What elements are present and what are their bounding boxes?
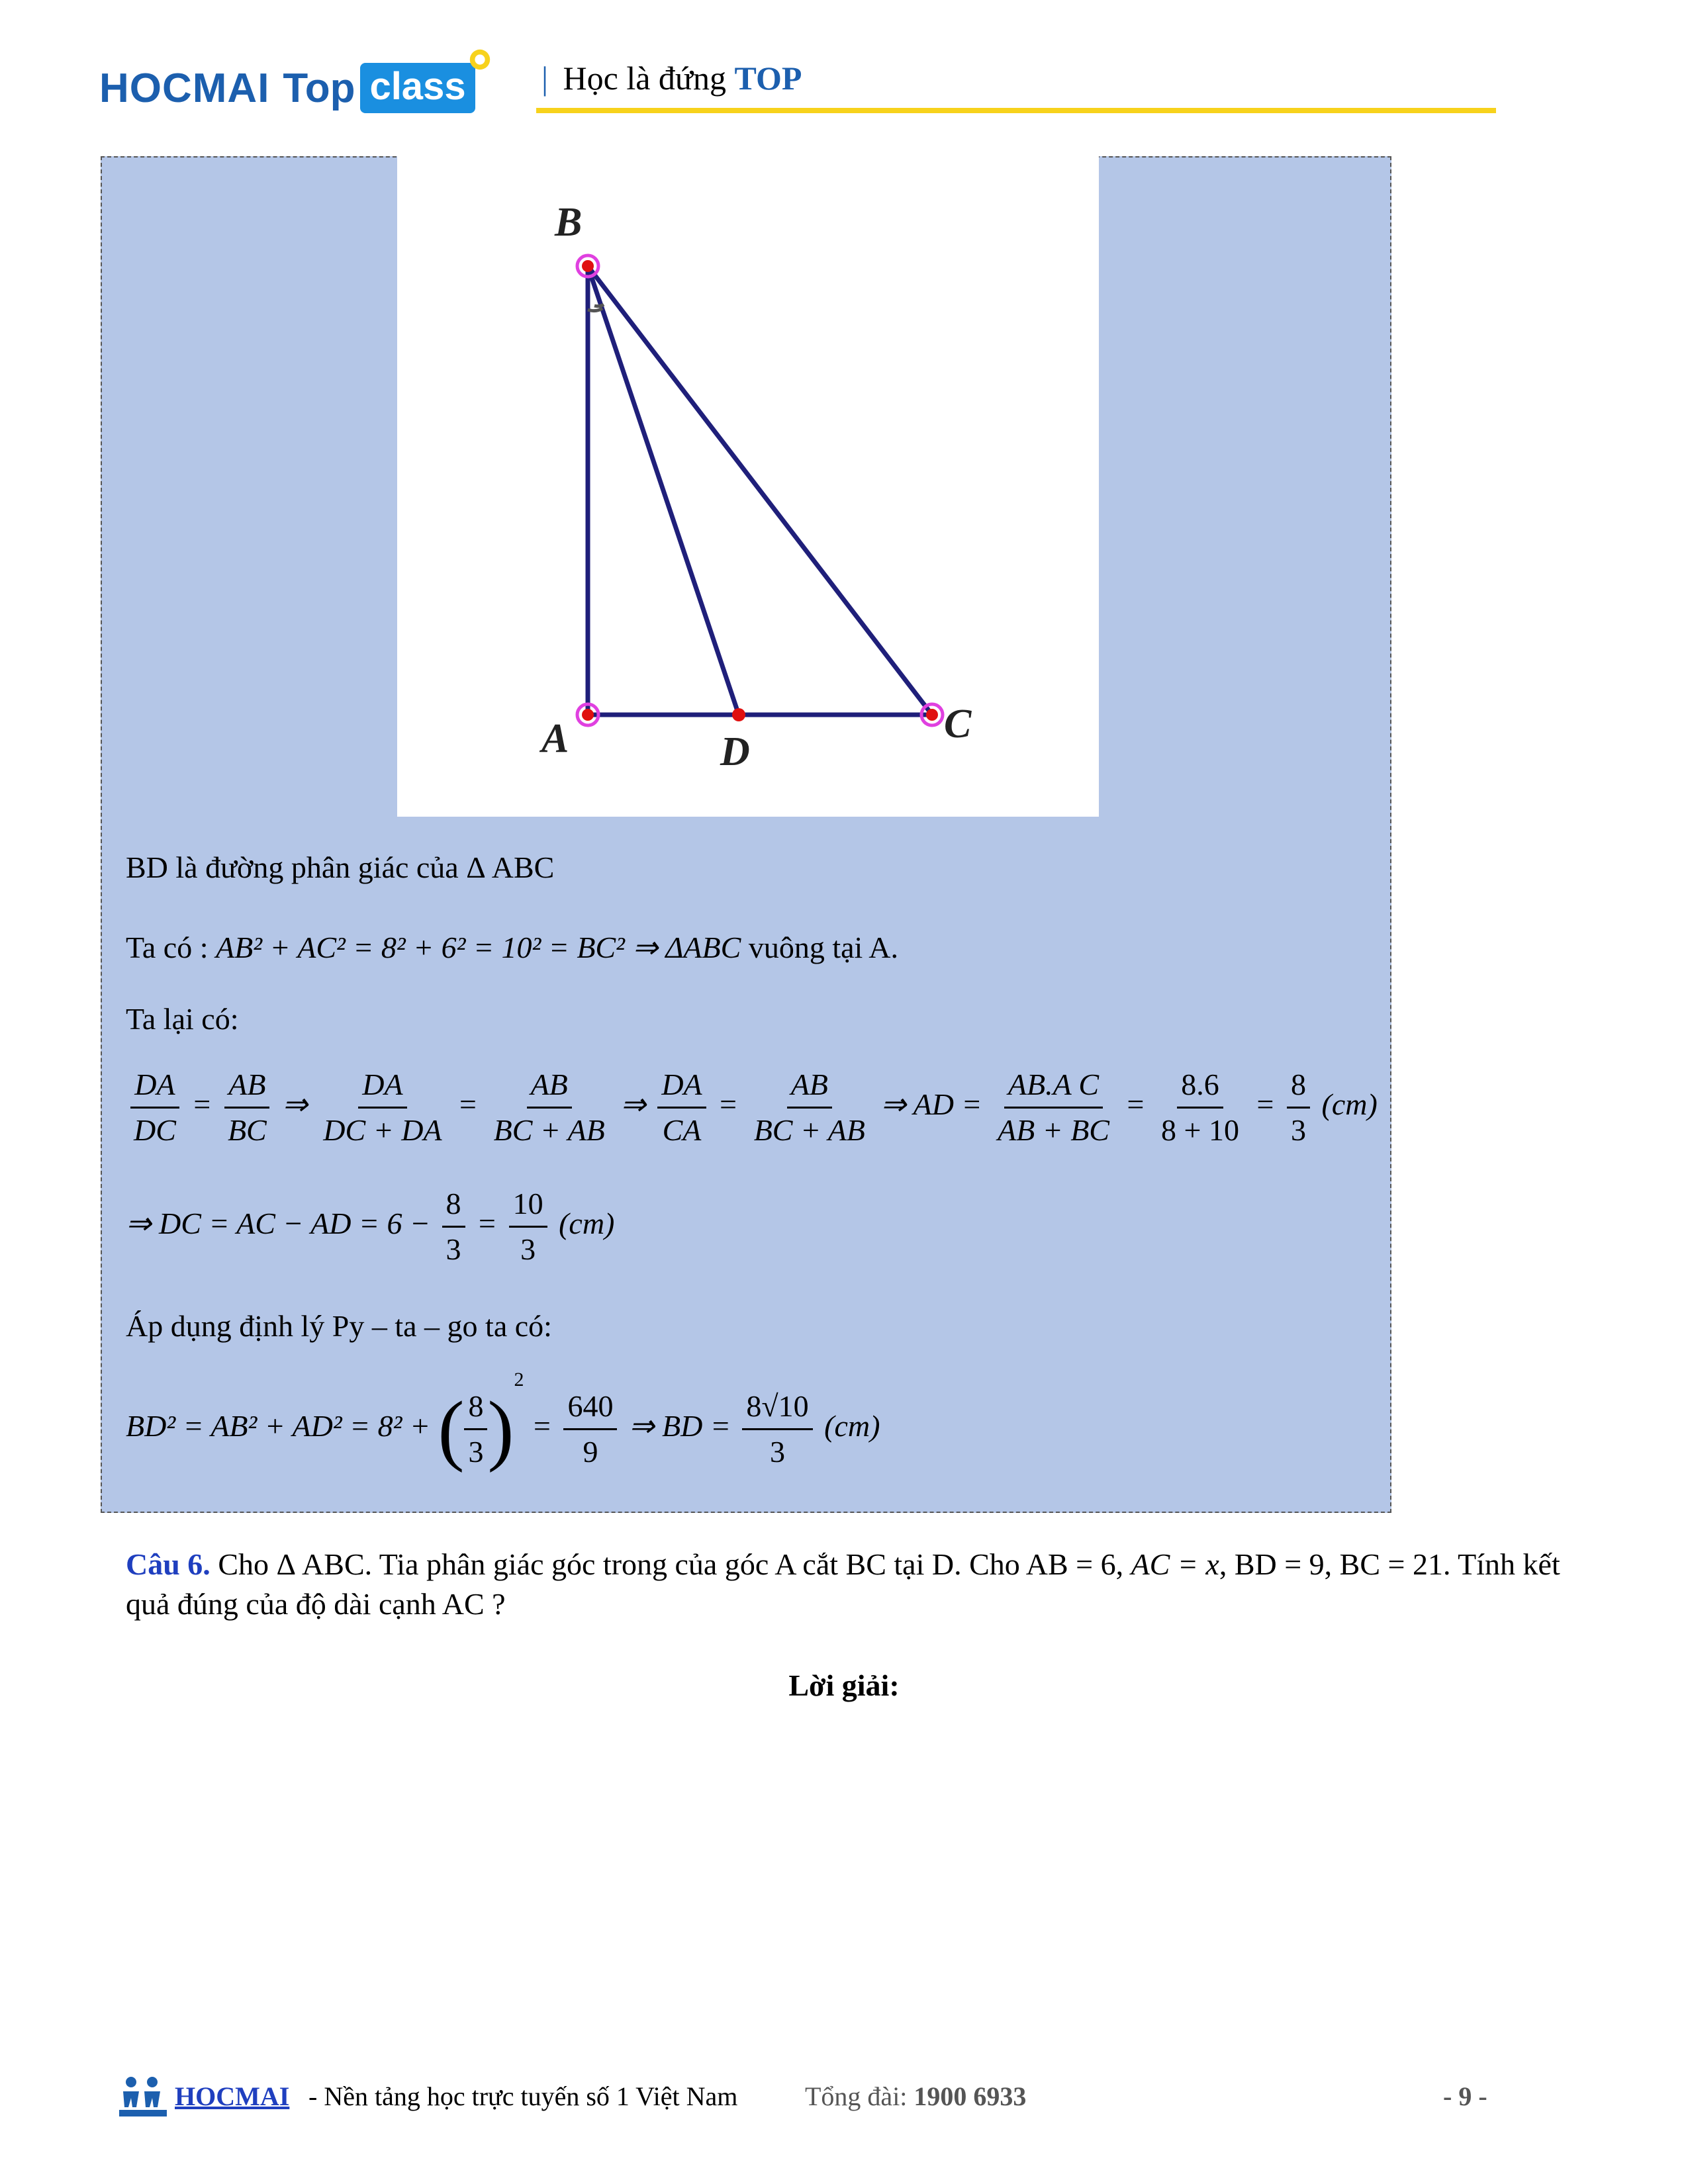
operator: = <box>191 1087 212 1122</box>
footer-brand-link[interactable]: HOCMAI <box>175 2081 290 2111</box>
logo-class-badge <box>360 63 475 113</box>
operator: = <box>1125 1087 1146 1122</box>
fraction <box>130 1067 180 1148</box>
angle-mark-1 <box>588 308 602 311</box>
question-6 <box>126 1545 1569 1624</box>
fraction-numerator: 8 <box>442 1186 465 1228</box>
fraction-numerator: 8 <box>464 1388 487 1430</box>
line2-suffix: vuông tại A. <box>748 931 898 964</box>
fraction-numerator: AB.A C <box>1004 1067 1103 1109</box>
logo-hocmai-text: HOCMAI <box>99 65 270 111</box>
eq2-prefix: ⇒ DC = AC − AD = 6 − <box>126 1206 431 1241</box>
triangle-figure <box>397 156 1099 817</box>
fraction <box>563 1388 617 1470</box>
line2-prefix: Ta có : <box>126 931 209 964</box>
slogan-separator: | <box>541 60 549 97</box>
fraction-denominator: 3 <box>468 1435 484 1469</box>
side-bc <box>588 266 932 715</box>
fraction <box>442 1186 465 1267</box>
fraction-denominator: 9 <box>583 1435 598 1469</box>
solution-line-bisector: BD là đường phân giác của Δ ABC <box>126 850 555 884</box>
fraction-denominator: 3 <box>770 1435 786 1469</box>
triangle-diagram <box>397 156 1099 817</box>
header-slogan <box>541 58 802 98</box>
fraction-numerator: DA <box>358 1067 406 1109</box>
fraction-denominator: BC + AB <box>753 1113 865 1147</box>
operator: ⇒ <box>282 1087 308 1122</box>
slogan-text: Học là đứng <box>563 60 726 97</box>
fraction-numerator: 8 <box>1287 1067 1310 1109</box>
fraction <box>742 1388 812 1470</box>
fraction-numerator: AB <box>224 1067 269 1109</box>
fraction-denominator: 3 <box>1291 1113 1307 1147</box>
hocmai-logo-icon <box>117 2074 169 2118</box>
fraction-numerator: AB <box>527 1067 572 1109</box>
unit-cm: (cm) <box>1321 1087 1378 1122</box>
logo-class-text: class <box>369 65 466 108</box>
fraction-numerator: 8√10 <box>742 1388 812 1430</box>
footer-hotline <box>805 2081 1026 2112</box>
fraction <box>319 1067 445 1148</box>
footer-tagline: - Nền tảng học trực tuyến số 1 Việt Nam <box>308 2081 738 2111</box>
angle-mark-2 <box>594 304 604 306</box>
eq3-implies: ⇒ BD = <box>628 1409 731 1443</box>
header-divider <box>536 108 1496 113</box>
fraction <box>464 1388 487 1470</box>
operator: = <box>457 1087 479 1122</box>
line2-math: AB² + AC² = 8² + 6² = 10² = BC² ⇒ ΔABC <box>216 931 741 964</box>
label-b: B <box>555 200 583 245</box>
solution-line-ta-lai-co: Ta lại có: <box>126 1002 239 1036</box>
operator: ⇒ AD = <box>880 1087 982 1122</box>
question-text-a: Cho Δ ABC. Tia phân giác góc trong của góc A cắt BC tại D. Cho AB = 6, <box>218 1547 1124 1581</box>
unit-cm: (cm) <box>824 1409 880 1443</box>
fraction-denominator: BC + AB <box>493 1113 605 1147</box>
fraction-numerator: DA <box>130 1067 179 1109</box>
hotline-label: Tổng đài: <box>805 2081 908 2111</box>
operator: = <box>477 1206 498 1241</box>
paren-open: ( <box>438 1385 465 1473</box>
slogan-top: TOP <box>734 60 802 97</box>
fraction <box>490 1067 609 1148</box>
solution-line-pythagoras-check <box>126 929 898 966</box>
question-text-b: , BD = 9, BC = 21. Tính kết quả đúng của độ dài cạnh AC ? <box>126 1547 1560 1621</box>
bisector-bd <box>588 266 739 715</box>
fraction <box>1157 1067 1243 1148</box>
question-math: AC = x <box>1131 1547 1219 1581</box>
fraction-numerator: 8.6 <box>1177 1067 1223 1109</box>
operator: = <box>1254 1087 1276 1122</box>
fraction <box>657 1067 706 1148</box>
fraction <box>509 1186 547 1267</box>
fraction-numerator: 640 <box>563 1388 617 1430</box>
fraction-denominator: 8 + 10 <box>1161 1113 1239 1147</box>
logo-top-text: Top <box>283 65 355 111</box>
hocmai-topclass-logo <box>99 58 475 118</box>
hotline-number: 1900 6933 <box>914 2081 1027 2111</box>
fraction-numerator: 10 <box>509 1186 547 1228</box>
equation-bd-length <box>126 1368 880 1473</box>
fraction <box>1287 1067 1310 1148</box>
solution-line-pythagorean: Áp dụng định lý Py – ta – go ta có: <box>126 1309 552 1343</box>
fraction-denominator: AB + BC <box>997 1113 1109 1147</box>
question-label: Câu 6. <box>126 1547 211 1581</box>
paren-exponent: 2 <box>514 1368 524 1390</box>
fraction-denominator: DC + DA <box>323 1113 442 1147</box>
operator: = <box>531 1409 552 1443</box>
fraction-numerator: AB <box>787 1067 832 1109</box>
unit-cm: (cm) <box>559 1206 615 1241</box>
gear-icon <box>467 47 492 72</box>
page-number: - 9 - <box>1443 2081 1487 2111</box>
fraction-denominator: 3 <box>445 1232 461 1266</box>
fraction-denominator: BC <box>227 1113 267 1147</box>
fraction-denominator: DC <box>134 1113 176 1147</box>
operator: ⇒ <box>620 1087 646 1122</box>
operator: = <box>718 1087 739 1122</box>
label-d: D <box>720 729 750 774</box>
fraction-denominator: CA <box>662 1113 702 1147</box>
paren-close: ) <box>487 1385 514 1473</box>
fraction-denominator: 3 <box>520 1232 536 1266</box>
equation-dc-length <box>126 1186 614 1267</box>
page-footer <box>117 2074 1507 2120</box>
label-c: C <box>944 702 972 747</box>
fraction <box>224 1067 271 1148</box>
fraction <box>994 1067 1113 1148</box>
fraction-numerator: DA <box>657 1067 706 1109</box>
fraction <box>750 1067 869 1148</box>
eq3-prefix: BD² = AB² + AD² = 8² + <box>126 1409 430 1443</box>
point-d <box>732 708 745 721</box>
label-a: A <box>541 716 569 761</box>
equation-bisector-ratio <box>126 1067 1378 1148</box>
answer-heading: Lời giải: <box>788 1668 900 1702</box>
